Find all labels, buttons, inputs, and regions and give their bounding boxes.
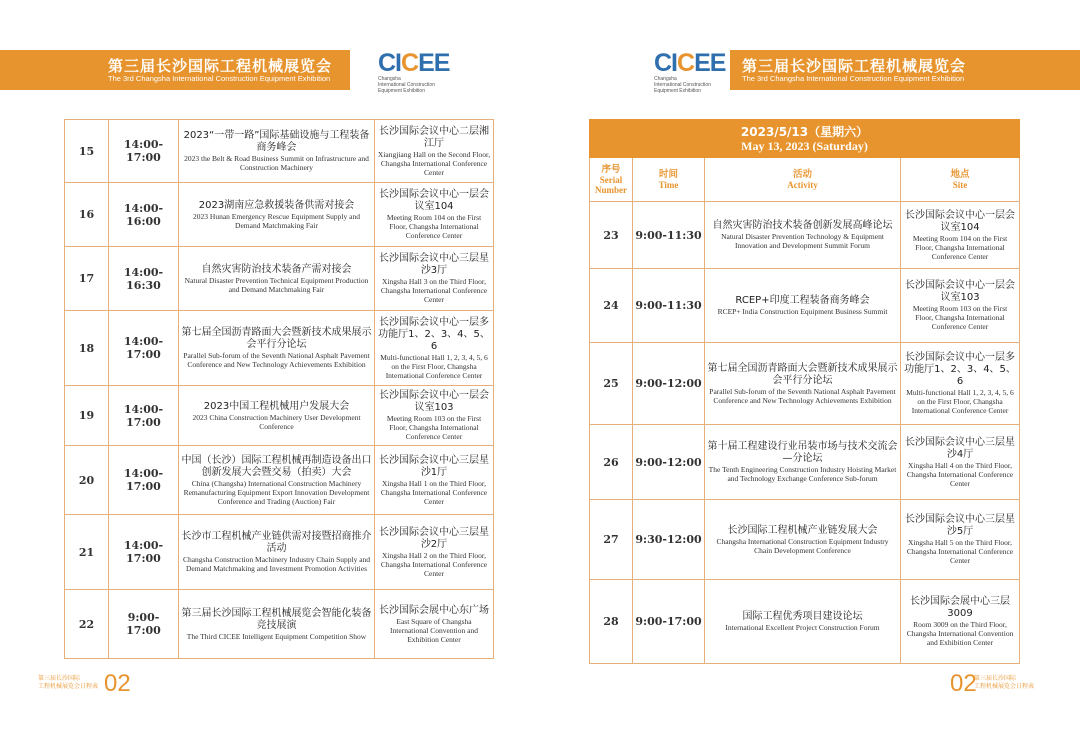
activity-en: The Third CICEE Intelligent Equipment Competition Show [186,631,367,641]
schedule-row [65,120,494,183]
site-cell [901,269,1020,343]
schedule-table-left [64,119,494,659]
activity-en: Natural Disaster Prevention Technical Equipment Production and Demand Matchmaking Fair [184,275,369,294]
serial-number: 26 [590,425,633,500]
serial-number: 25 [590,343,633,425]
activity-en: 2023 Hunan Emergency Rescue Equipment Supply and Demand Matchmaking Fair [193,211,360,230]
footer-label: 第三届长沙国际 工程机械展览会日程表 [974,675,1035,690]
activity-en: Natural Disaster Prevention Technology & Equipment Innovation and Development Summit Forum [721,232,884,250]
schedule-row [65,183,494,247]
activity-cn: 第七届全国沥青路面大会暨新技术成果展示会平行分论坛 [707,362,898,386]
serial-number: 19 [65,386,109,446]
cicee-logo-left [378,50,448,94]
site-cn: 长沙国际会议中心二层湘江厅 [379,125,489,149]
site-en: Meeting Room 103 on the First Floor, Changsha International Conference Center [912,304,1008,331]
site-cn: 长沙国际会议中心一层会议室104 [905,209,1016,233]
date-row [590,120,1020,158]
activity-cell [179,386,375,446]
site-cn: 长沙国际会展中心东广场 [379,604,489,616]
activity-cell [179,183,375,247]
site-cn: 长沙国际会议中心三层星沙4厅 [905,436,1016,460]
activity-cell [179,247,375,311]
site-cell [375,386,494,446]
activity-en: Parallel Sub-forum of the Seventh National Asphalt Pavement Conference and New Technology Achievements Exhibition [709,386,896,405]
serial-number: 21 [65,515,109,590]
logo-mark: CICEE [654,49,726,77]
schedule-row [590,202,1020,269]
activity-cn: 第七届全国沥青路面大会暨新技术成果展示会平行分论坛 [181,327,372,350]
site-cn: 长沙国际会展中心三层3009 [910,596,1011,619]
page-number: 02 [950,670,977,697]
site-en: Xingsha Hall 2 on the Third Floor, Changsha International Conference Center [380,550,488,578]
exhibition-title-en: The 3rd Changsha International Construction Equipment Exhibition [742,74,965,83]
site-cn: 长沙国际会议中心三层星沙5厅 [905,514,1016,537]
activity-cn: 自然灾害防治技术装备创新发展高峰论坛 [712,220,893,231]
time-range: 14:00-17:00 [109,120,179,183]
site-cell [375,247,494,311]
schedule-row [65,247,494,311]
time-range: 9:00-11:30 [633,269,705,343]
footer-label: 第三届长沙国际 工程机械展览会日程表 [38,675,99,690]
serial-number: 17 [65,247,109,311]
logo-sub-3: Equipment Exhibition [378,88,425,94]
site-cell [375,311,494,386]
time-range: 14:00-17:00 [109,515,179,590]
time-range: 9:00-12:00 [633,343,705,425]
activity-cn: 2023中国工程机械用户发展大会 [203,400,350,412]
schedule-row [590,580,1020,664]
site-en: Meeting Room 104 on the First Floor, Changsha International Conference Center [912,233,1008,261]
site-en: East Square of Changsha International Convention and Exhibition Center [390,616,478,644]
activity-en: China (Changsha) International Construction Machinery Remanufacturing Equipment Export Innovation Development Conference and Trading (Auction) Fair [183,478,370,506]
activity-cn: RCEP+印度工程装备商务峰会 [735,295,870,306]
site-cn: 长沙国际会议中心一层会议室103 [379,390,489,413]
time-range: 9:00-17:00 [109,590,179,659]
logo-sub-2: International Construction [654,82,711,88]
site-en: Xiangjiang Hall on the Second Floor, Changsha International Conference Center [377,149,491,177]
site-cell [375,120,494,183]
logo-sub-1: Changsha [378,76,401,82]
site-cell [375,590,494,659]
time-range: 14:00-17:00 [109,446,179,515]
activity-cell [705,269,901,343]
serial-number: 24 [590,269,633,343]
time-range: 9:00-11:30 [633,202,705,269]
serial-number: 23 [590,202,633,269]
schedule-row [65,446,494,515]
logo-sub-1: Changsha [654,76,677,82]
schedule-row [590,500,1020,580]
site-cn: 长沙国际会议中心三层星沙3厅 [379,253,489,276]
site-cn: 长沙国际会议中心一层会议室103 [905,280,1016,303]
activity-en: 2023 the Belt & Road Business Summit on Infrastructure and Construction Machinery [184,154,369,172]
activity-cell [705,580,901,664]
site-en: Xingsha Hall 3 on the Third Floor, Changsha International Conference Center [380,277,488,304]
header-banner-left [0,50,350,90]
site-cn: 长沙国际会议中心一层多功能厅1、2、3、4、5、6 [378,316,490,352]
page-number: 02 [104,670,131,697]
serial-number: 18 [65,311,109,386]
site-en: Multi-functional Hall 1, 2, 3, 4, 5, 6 on the First Floor, Changsha International Conference Center [906,388,1014,415]
date-cell [590,120,1020,158]
activity-cell [705,425,901,500]
exhibition-title-cn: 第三届长沙国际工程机械展览会 [108,57,333,75]
serial-number: 22 [65,590,109,659]
activity-cell [705,343,901,425]
activity-cell [705,500,901,580]
time-range: 9:00-12:00 [633,425,705,500]
time-range: 14:00-16:30 [109,247,179,311]
site-en: Meeting Room 104 on the First Floor, Changsha International Conference Center [386,213,482,240]
activity-cn: 国际工程优秀项目建设论坛 [742,611,863,622]
site-cell [375,446,494,515]
schedule-row [65,590,494,659]
activity-en: RCEP+ India Construction Equipment Business Summit [717,307,888,316]
site-cell [901,343,1020,425]
time-range: 14:00-17:00 [109,386,179,446]
site-en: Xingsha Hall 1 on the Third Floor, Changsha International Conference Center [380,478,488,506]
schedule-row [590,343,1020,425]
activity-cell [179,311,375,386]
site-cn: 长沙国际会议中心一层会议室104 [379,189,489,212]
activity-cell [179,590,375,659]
site-cn: 长沙国际会议中心三层星沙2厅 [379,526,489,550]
activity-cn: 2023“一带一路”国际基础设施与工程装备商务峰会 [183,130,370,153]
site-cn: 长沙国际会议中心三层星沙1厅 [379,454,489,478]
activity-cell [705,202,901,269]
date-cn: 2023/5/13（星期六） [740,124,869,139]
activity-cell [179,515,375,590]
schedule-table-right [589,119,1020,664]
site-cell [901,202,1020,269]
col-header-time: 时间 Time [633,158,705,202]
activity-cn: 长沙市工程机械产业链供需对接暨招商推介活动 [181,531,372,554]
logo-sub-2: International Construction [378,82,435,88]
activity-en: Parallel Sub-forum of the Seventh National Asphalt Pavement Conference and New Technology Achievements Exhibition [183,351,370,369]
site-en: Meeting Room 103 on the First Floor, Changsha International Conference Center [386,414,482,441]
schedule-row [65,311,494,386]
activity-en: 2023 China Construction Machinery User Development Conference [192,412,361,431]
site-cn: 长沙国际会议中心一层多功能厅1、2、3、4、5、6 [904,352,1016,387]
activity-en: Changsha International Construction Equipment Industry Chain Development Conference [716,536,889,555]
exhibition-title-cn: 第三届长沙国际工程机械展览会 [742,57,967,75]
activity-en: International Excellent Project Construction Forum [725,623,880,632]
serial-number: 20 [65,446,109,515]
serial-number: 16 [65,183,109,247]
activity-cn: 中国（长沙）国际工程机械再制造设备出口创新发展大会暨交易（拍卖）大会 [181,454,372,478]
header-banner-right [730,50,1080,90]
activity-cn: 第三届长沙国际工程机械展览会智能化装备竞技展演 [181,607,372,631]
activity-cn: 2023湖南应急救援装备供需对接会 [198,199,355,211]
time-range: 14:00-17:00 [109,311,179,386]
schedule-row [65,386,494,446]
col-header-site: 地点 Site [901,158,1020,202]
activity-en: The Tenth Engineering Construction Industry Hoisting Market and Technology Exchange Conference Sub-forum [708,465,897,483]
cicee-logo-right [654,50,724,94]
site-cell [375,183,494,247]
exhibition-title-en: The 3rd Changsha International Construction Equipment Exhibition [108,74,331,83]
activity-cn: 长沙国际工程机械产业链发展大会 [727,524,878,536]
schedule-row [590,425,1020,500]
activity-en: Changsha Construction Machinery Industry Chain Supply and Demand Matchmaking and Investment Promotion Activities [182,555,371,573]
logo-sub-3: Equipment Exhibition [654,88,701,94]
time-range: 14:00-16:00 [109,183,179,247]
schedule-row [590,269,1020,343]
activity-cell [179,120,375,183]
col-header-no: 序号 Serial Number [590,158,633,202]
site-en: Xingsha Hall 5 on the Third Floor, Changsha International Conference Center [906,538,1014,565]
site-cell [901,425,1020,500]
serial-number: 27 [590,500,633,580]
activity-cn: 第十届工程建设行业吊装市场与技术交流会—分论坛 [707,441,898,464]
schedule-row [65,515,494,590]
site-en: Xingsha Hall 4 on the Third Floor, Changsha International Conference Center [906,460,1014,488]
activity-cell [179,446,375,515]
time-range: 9:30-12:00 [633,500,705,580]
serial-number: 15 [65,120,109,183]
site-cell [375,515,494,590]
site-cell [901,580,1020,664]
date-en: May 13, 2023 (Saturday) [741,138,868,153]
column-header-row [590,158,1020,202]
activity-cn: 自然灾害防治技术装备产需对接会 [201,263,352,275]
site-en: Room 3009 on the Third Floor, Changsha International Convention and Exhibition Center [906,620,1014,647]
serial-number: 28 [590,580,633,664]
site-cell [901,500,1020,580]
site-en: Multi-functional Hall 1, 2, 3, 4, 5, 6 on the First Floor, Changsha International Conference Center [380,352,488,380]
logo-mark: CICEE [378,49,450,77]
col-header-activity: 活动 Activity [705,158,901,202]
time-range: 9:00-17:00 [633,580,705,664]
